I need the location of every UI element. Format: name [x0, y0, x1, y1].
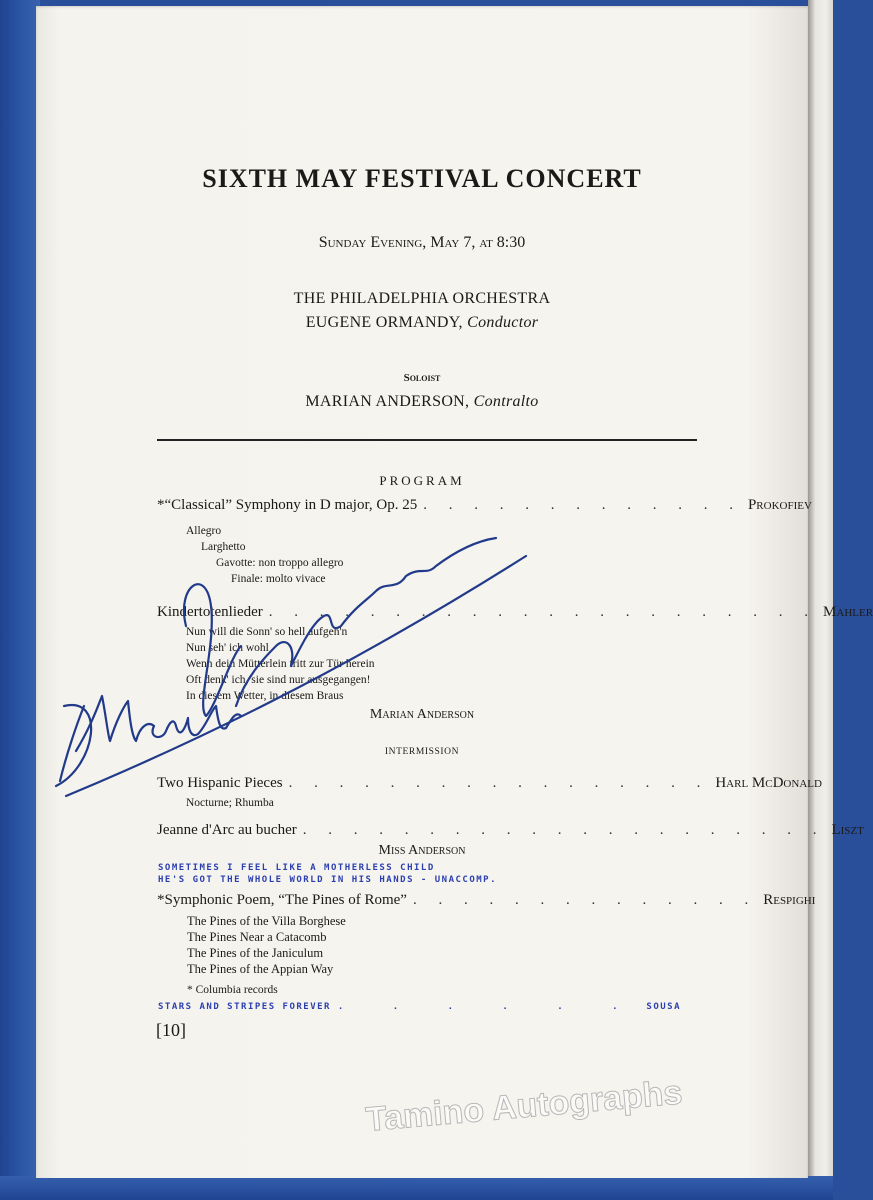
date-line: Sunday Evening, May 7, at 8:30	[318, 234, 526, 251]
dot-leader: . . . . . . . . . . . . . . . . . . . . .	[302, 822, 826, 838]
dot-leader: . . . . . .	[337, 1002, 640, 1012]
handwritten-note: SOMETIMES I FEEL LIKE A MOTHERLESS CHILD	[158, 863, 435, 873]
dot-leader: . . . . . . . . . . . . .	[423, 497, 742, 513]
soloist-label: Soloist	[403, 372, 441, 384]
encore-composer: SOUSA	[646, 1002, 682, 1012]
dot-leader: . . . . . . . . . . . . . . . . . . . . . .	[268, 604, 818, 620]
soloist-name: MARIAN ANDERSON,	[305, 393, 470, 410]
movement: Gavotte: non troppo allegro	[216, 557, 344, 569]
dot-leader: . . . . . . . . . . . . . .	[412, 892, 758, 908]
conductor-role: Conductor	[467, 314, 539, 331]
movement: Oft denk' ich, sie sind nur ausgegangen!	[186, 674, 371, 686]
conductor-name: EUGENE ORMANDY,	[305, 314, 463, 331]
performer: Miss Anderson	[378, 843, 466, 858]
footnote: * Columbia records	[187, 984, 278, 996]
movement: In diesem Wetter, in diesem Braus	[186, 690, 344, 702]
work-title: *“Classical” Symphony in D major, Op. 25	[157, 497, 418, 513]
intermission-label: INTERMISSION	[384, 747, 460, 757]
signature-stroke	[236, 538, 496, 706]
encore-work: STARS AND STRIPES FOREVER	[158, 1002, 331, 1012]
composer: Liszt	[831, 822, 864, 838]
cover-left-edge	[0, 0, 40, 1200]
next-page-edge	[808, 0, 833, 1180]
movement: Wenn dein Mütterlein tritt zur Tür herein	[186, 658, 375, 670]
program-heading: PROGRAM	[379, 473, 465, 488]
movement: Nun seh' ich wohl	[186, 642, 269, 654]
page-number: [10]	[156, 1020, 186, 1040]
movement: Finale: molto vivace	[231, 573, 326, 585]
signature-autograph	[36, 6, 808, 1178]
handwritten-note: HE'S GOT THE WHOLE WORLD IN HIS HANDS - UNACCOMP.	[158, 875, 498, 885]
composer: Mahler	[823, 604, 873, 620]
signature-stroke	[184, 584, 241, 716]
signature-stroke	[56, 705, 91, 786]
movement: Nocturne; Rhumba	[186, 797, 274, 809]
movement: Nun will die Sonn' so hell aufgeh'n	[186, 626, 348, 638]
program-page	[36, 6, 873, 1178]
movement: The Pines Near a Catacomb	[187, 930, 327, 944]
signature-stroke	[76, 696, 241, 751]
dot-leader: . . . . . . . . . . . . . . . . .	[288, 775, 710, 791]
composer: Respighi	[763, 892, 816, 908]
composer: Harl McDonald	[715, 775, 822, 791]
concert-title: SIXTH MAY FESTIVAL CONCERT	[202, 164, 642, 193]
composer: Prokofiev	[747, 497, 812, 513]
cover-bottom-edge	[0, 1176, 833, 1200]
movement: The Pines of the Villa Borghese	[187, 914, 346, 928]
work-title: Jeanne d'Arc au bucher	[157, 822, 297, 838]
performer: Marian Anderson	[369, 707, 475, 722]
movement: The Pines of the Janiculum	[187, 946, 324, 960]
movement: Allegro	[186, 525, 222, 537]
work-title: *Symphonic Poem, “The Pines of Rome”	[157, 892, 407, 908]
movement: Larghetto	[201, 541, 246, 553]
soloist-role: Contralto	[473, 393, 539, 410]
work-title: Kindertotenlieder	[157, 604, 263, 620]
work-title: Two Hispanic Pieces	[157, 775, 283, 791]
signature-underline	[66, 556, 526, 796]
orchestra-name: THE PHILADELPHIA ORCHESTRA	[293, 290, 551, 307]
movement: The Pines of the Appian Way	[187, 962, 334, 976]
watermark: Tamino Autographs	[364, 1073, 684, 1139]
